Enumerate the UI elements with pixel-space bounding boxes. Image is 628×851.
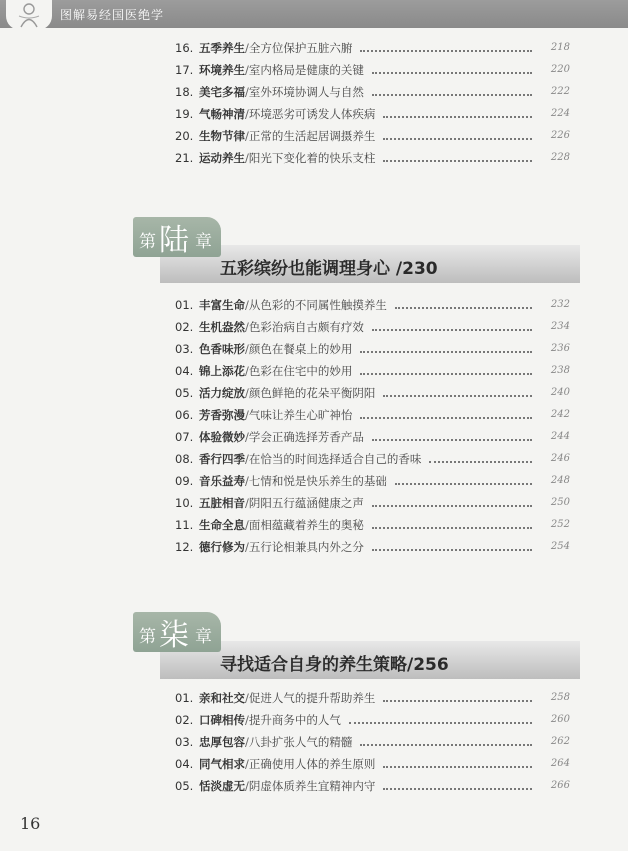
badge-number: 柒 [159, 618, 189, 653]
toc-entry[interactable] [175, 382, 570, 404]
entry-separator: / [245, 41, 249, 55]
entry-page: 266 [550, 780, 570, 791]
entry-title: 香行四季 [199, 452, 245, 466]
entry-subtitle: 正常的生活起居调摄养生 [248, 129, 376, 143]
entry-subtitle: 气味让养生心旷神怡 [248, 408, 353, 422]
entry-subtitle: 环境恶劣可诱发人体疾病 [248, 107, 376, 121]
toc-entry[interactable] [175, 470, 570, 492]
toc-entry[interactable] [175, 492, 570, 514]
entry-separator: / [245, 63, 249, 77]
entry-title: 体验微妙 [199, 430, 245, 444]
entry-number: 09. [175, 474, 194, 488]
dot-leader [383, 766, 532, 768]
toc-entry[interactable] [175, 338, 570, 360]
entry-subtitle: 色彩在住宅中的妙用 [248, 364, 353, 378]
entry-title: 锦上添花 [199, 364, 245, 378]
dot-leader [360, 417, 532, 419]
entry-subtitle: 阳光下变化着的快乐支柱 [248, 151, 376, 165]
entry-title: 运动养生 [199, 151, 245, 165]
toc-entry[interactable] [175, 360, 570, 382]
entry-title: 活力绽放 [199, 386, 245, 400]
entry-page: 250 [550, 497, 570, 508]
dot-leader [383, 700, 532, 702]
entry-title: 同气相求 [199, 757, 245, 771]
entry-separator: / [245, 452, 249, 466]
entry-title: 音乐益寿 [199, 474, 245, 488]
entry-title: 气畅神清 [199, 107, 245, 121]
dot-leader [395, 307, 532, 309]
entry-page: 238 [550, 365, 570, 376]
dot-leader [372, 329, 532, 331]
toc-list-chapter-6 [175, 294, 570, 558]
entry-title: 五脏相音 [199, 496, 245, 510]
entry-separator: / [245, 298, 249, 312]
entry-subtitle: 颜色鲜艳的花朵平衡阴阳 [248, 386, 376, 400]
entry-subtitle: 在恰当的时间选择适合自己的香味 [248, 452, 422, 466]
badge-prefix: 第 [139, 627, 156, 647]
entry-subtitle: 学会正确选择芳香产品 [248, 430, 364, 444]
entry-page: 218 [550, 42, 570, 53]
entry-page: 224 [550, 108, 570, 119]
entry-subtitle: 室外环境协调人与自然 [248, 85, 364, 99]
chapter-7-badge [133, 612, 221, 652]
entry-separator: / [245, 496, 249, 510]
dot-leader [360, 50, 532, 52]
entry-number: 01. [175, 691, 194, 705]
entry-separator: / [245, 151, 249, 165]
entry-title: 色香味形 [199, 342, 245, 356]
entry-separator: / [245, 757, 249, 771]
entry-title: 口碑相传 [199, 713, 245, 727]
dot-leader [360, 351, 532, 353]
dot-leader [383, 116, 532, 118]
entry-subtitle: 面相蕴藏着养生的奥秘 [248, 518, 364, 532]
chapter-6-badge [133, 217, 221, 257]
entry-subtitle: 五行论相兼具内外之分 [248, 540, 364, 554]
entry-separator: / [245, 85, 249, 99]
entry-page: 254 [550, 541, 570, 552]
toc-entry[interactable] [175, 147, 570, 169]
entry-number: 08. [175, 452, 194, 466]
entry-number: 07. [175, 430, 194, 444]
entry-page: 242 [550, 409, 570, 420]
dot-leader [395, 483, 532, 485]
toc-entry[interactable] [175, 731, 570, 753]
entry-separator: / [245, 342, 249, 356]
entry-page: 222 [550, 86, 570, 97]
entry-page: 260 [550, 714, 570, 725]
entry-subtitle: 室内格局是健康的关键 [248, 63, 364, 77]
dot-leader [372, 527, 532, 529]
dot-leader [360, 744, 532, 746]
entry-subtitle: 阴虚体质养生宜精神内守 [248, 779, 376, 793]
entry-number: 04. [175, 757, 194, 771]
toc-entry[interactable] [175, 426, 570, 448]
entry-number: 05. [175, 779, 194, 793]
entry-number: 19. [175, 107, 194, 121]
dot-leader [429, 461, 532, 463]
entry-page: 258 [550, 692, 570, 703]
entry-subtitle: 八卦扩张人气的精髓 [248, 735, 353, 749]
entry-separator: / [245, 364, 249, 378]
entry-title: 忠厚包容 [199, 735, 245, 749]
entry-number: 10. [175, 496, 194, 510]
dot-leader [383, 395, 532, 397]
toc-entry[interactable] [175, 294, 570, 316]
entry-title: 恬淡虚无 [199, 779, 245, 793]
entry-number: 02. [175, 713, 194, 727]
entry-page: 262 [550, 736, 570, 747]
entry-title: 环境养生 [199, 63, 245, 77]
toc-entry[interactable] [175, 125, 570, 147]
entry-page: 264 [550, 758, 570, 769]
entry-separator: / [245, 320, 249, 334]
entry-separator: / [245, 518, 249, 532]
toc-entry[interactable] [175, 448, 570, 470]
entry-page: 220 [550, 64, 570, 75]
dot-leader [372, 72, 532, 74]
entry-title: 五季养生 [199, 41, 245, 55]
dot-leader [383, 160, 532, 162]
header-logo [6, 0, 52, 30]
entry-number: 02. [175, 320, 194, 334]
toc-entry[interactable] [175, 514, 570, 536]
entry-separator: / [245, 540, 249, 554]
entry-title: 丰富生命 [199, 298, 245, 312]
entry-subtitle: 色彩治病自古颇有疗效 [248, 320, 364, 334]
entry-page: 244 [550, 431, 570, 442]
entry-title: 美宅多福 [199, 85, 245, 99]
chapter-7-title[interactable]: 寻找适合自身的养生策略/256 [220, 655, 449, 675]
dot-leader [372, 549, 532, 551]
entry-separator: / [245, 713, 249, 727]
toc-entry[interactable] [175, 753, 570, 775]
chapter-6-title[interactable]: 五彩缤纷也能调理身心 /230 [220, 259, 438, 279]
dot-leader [372, 94, 532, 96]
entry-subtitle: 全方位保护五脏六腑 [248, 41, 353, 55]
entry-number: 05. [175, 386, 194, 400]
entry-separator: / [245, 430, 249, 444]
entry-number: 12. [175, 540, 194, 554]
entry-title: 芳香弥漫 [199, 408, 245, 422]
entry-separator: / [245, 735, 249, 749]
toc-list-chapter-5 [175, 37, 570, 169]
badge-suffix: 章 [195, 232, 212, 252]
entry-page: 226 [550, 130, 570, 141]
toc-entry[interactable] [175, 775, 570, 797]
dot-leader [383, 138, 532, 140]
entry-page: 246 [550, 453, 570, 464]
entry-page: 232 [550, 299, 570, 310]
badge-prefix: 第 [139, 232, 156, 252]
entry-separator: / [245, 408, 249, 422]
toc-list-chapter-7 [175, 687, 570, 797]
toc-entry[interactable] [175, 536, 570, 558]
entry-number: 01. [175, 298, 194, 312]
entry-page: 248 [550, 475, 570, 486]
entry-title: 生物节律 [199, 129, 245, 143]
entry-separator: / [245, 691, 249, 705]
entry-subtitle: 阴阳五行蕴涵健康之声 [248, 496, 364, 510]
header-title: 图解易经国医绝学 [60, 8, 165, 22]
entry-number: 16. [175, 41, 194, 55]
entry-number: 21. [175, 151, 194, 165]
toc-entry[interactable] [175, 103, 570, 125]
toc-entry[interactable] [175, 687, 570, 709]
toc-entry[interactable] [175, 404, 570, 426]
toc-entry[interactable] [175, 59, 570, 81]
entry-number: 17. [175, 63, 194, 77]
entry-page: 236 [550, 343, 570, 354]
entry-separator: / [245, 474, 249, 488]
page-number: 16 [20, 814, 41, 833]
entry-title: 亲和社交 [199, 691, 245, 705]
toc-entry[interactable] [175, 37, 570, 59]
entry-subtitle: 促进人气的提升帮助养生 [248, 691, 376, 705]
entry-subtitle: 七情和悦是快乐养生的基础 [248, 474, 387, 488]
badge-suffix: 章 [195, 627, 212, 647]
entry-title: 生命全息 [199, 518, 245, 532]
entry-subtitle: 提升商务中的人气 [248, 713, 341, 727]
entry-separator: / [245, 107, 249, 121]
entry-number: 03. [175, 342, 194, 356]
dot-leader [360, 373, 532, 375]
entry-subtitle: 颜色在餐桌上的妙用 [248, 342, 353, 356]
entry-title: 生机盎然 [199, 320, 245, 334]
entry-page: 234 [550, 321, 570, 332]
entry-separator: / [245, 779, 249, 793]
dot-leader [349, 722, 532, 724]
entry-number: 11. [175, 518, 194, 532]
entry-title: 德行修为 [199, 540, 245, 554]
badge-number: 陆 [159, 223, 189, 258]
toc-entry[interactable] [175, 709, 570, 731]
entry-number: 03. [175, 735, 194, 749]
dot-leader [383, 788, 532, 790]
running-header [0, 0, 628, 28]
entry-subtitle: 正确使用人体的养生原则 [248, 757, 376, 771]
entry-number: 06. [175, 408, 194, 422]
dot-leader [372, 505, 532, 507]
dot-leader [372, 439, 532, 441]
entry-separator: / [245, 129, 249, 143]
figure-icon [17, 2, 41, 28]
entry-number: 20. [175, 129, 194, 143]
entry-subtitle: 从色彩的不同属性触摸养生 [248, 298, 387, 312]
entry-separator: / [245, 386, 249, 400]
toc-entry[interactable] [175, 81, 570, 103]
entry-page: 228 [550, 152, 570, 163]
entry-page: 252 [550, 519, 570, 530]
entry-number: 04. [175, 364, 194, 378]
entry-number: 18. [175, 85, 194, 99]
toc-entry[interactable] [175, 316, 570, 338]
entry-page: 240 [550, 387, 570, 398]
